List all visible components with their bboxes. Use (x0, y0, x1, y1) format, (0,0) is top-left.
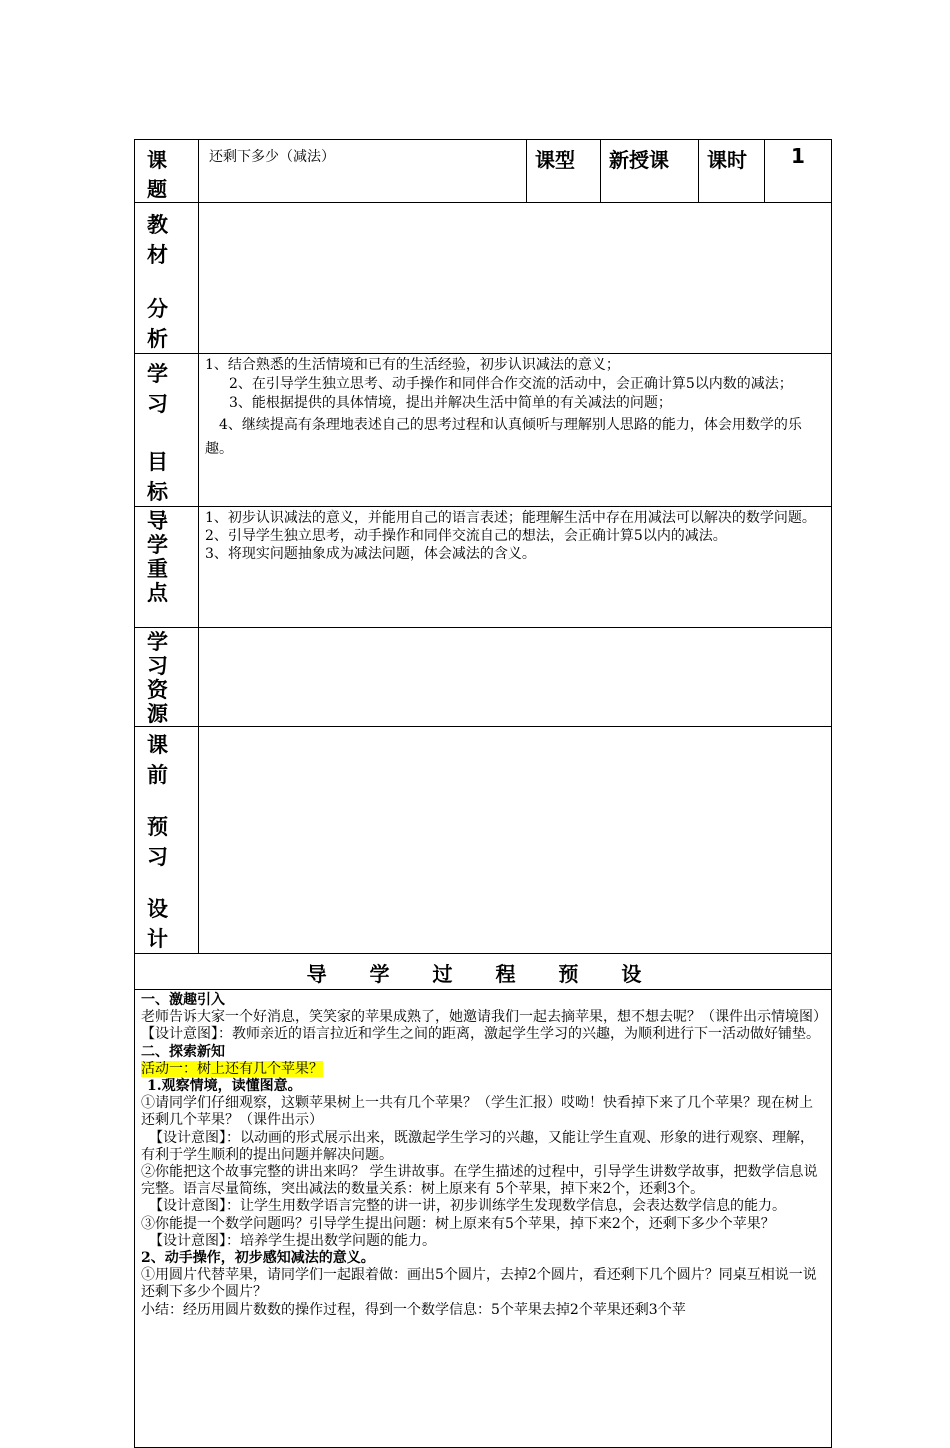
lesson-plan-table (134, 139, 832, 1448)
resource-label-cell (135, 628, 199, 727)
paragraph: ③你能提一个数学问题吗？引导学生提出问题：树上原来有5个苹果，掉下来2个，还剩下多少个苹果？ (141, 1215, 775, 1232)
period-value: 1 (765, 140, 832, 203)
process-row (135, 990, 832, 1448)
goals-label-2: 目 标 (147, 450, 176, 504)
prep-label-1: 课 前 (147, 733, 176, 787)
prep-label-cell (135, 727, 199, 954)
focus-row (135, 507, 832, 628)
design-intent: 【设计意图】：培养学生提出数学问题的能力。 (149, 1232, 436, 1249)
prep-label-3: 设 计 (147, 897, 176, 951)
lesson-type-label: 课型 (527, 140, 601, 203)
goals-label-1: 学 习 (147, 362, 176, 416)
focus-item: 3、将现实问题抽象成为减法问题，体会减法的含义。 (205, 546, 536, 562)
activity-1-title: 活动一：树上还有几个苹果？ (141, 1060, 323, 1077)
prep-content (199, 727, 832, 954)
material-row (135, 203, 832, 354)
focus-item: 2、引导学生独立思考，动手操作和同伴交流自己的想法，会正确计算5以内的减法。 (205, 528, 727, 544)
goal-item: 1、结合熟悉的生活情境和已有的生活经验，初步认识减法的意义； (205, 357, 620, 373)
topic-label: 课 题 (135, 140, 199, 203)
topic-value: 还剩下多少（减法） (199, 140, 527, 203)
design-intent: 【设计意图】：教师亲近的语言拉近和学生之间的距离，激起学生学习的兴趣，为顺利进行下一活动做好铺垫。 (141, 1026, 820, 1043)
focus-label-2: 重 点 (147, 557, 176, 605)
focus-label-1: 导 学 (147, 509, 176, 557)
paragraph: ①用圆片代替苹果，请同学们一起跟着做：画出5个圆片，去掉2个圆片，看还剩下几个圆片？同桌互相说一说还剩下多少个圆片？ (141, 1267, 817, 1301)
period-label: 课时 (699, 140, 765, 203)
prep-row (135, 727, 832, 954)
resource-row (135, 628, 832, 727)
material-label-cell (135, 203, 199, 354)
step-2-title: 2、动手操作，初步感知减法的意义。 (141, 1250, 375, 1267)
resource-label-1: 学 习 (147, 630, 176, 678)
resource-content (199, 628, 832, 727)
paragraph: ①请同学们仔细观察，这颗苹果树上一共有几个苹果？（学生汇报）哎呦！快看掉下来了几个苹果？现在树上还剩几个苹果？（课件出示） (141, 1095, 813, 1129)
material-label-1: 教 材 (147, 213, 176, 267)
goals-label-cell (135, 354, 199, 507)
paragraph: 老师告诉大家一个好消息，笑笑家的苹果成熟了，她邀请我们一起去摘苹果，想不想去呢？（课件出示情境图） (141, 1009, 827, 1026)
focus-label-cell (135, 507, 199, 628)
focus-item: 1、初步认识减法的意义，并能用自己的语言表述；能理解生活中存在用减法可以解决的数学问题。 (205, 510, 816, 526)
summary: 小结：经历用圆片数数的操作过程，得到一个数学信息：5个苹果去掉2个苹果还剩3个苹 (141, 1301, 686, 1318)
material-content (199, 203, 832, 354)
goals-content (199, 354, 832, 507)
goal-item: 4、继续提高有条理地表述自己的思考过程和认真倾听与理解别人思路的能力，体会用数学的乐趣。 (205, 417, 802, 457)
prep-label-2: 预 习 (147, 815, 176, 869)
lesson-plan-page (134, 139, 831, 1448)
process-content (135, 990, 832, 1448)
header-row (135, 140, 832, 203)
resource-label-2: 资 源 (147, 678, 176, 726)
lesson-type-value: 新授课 (601, 140, 699, 203)
step-1-title: 1.观察情境，读懂图意。 (147, 1078, 302, 1095)
design-intent: 【设计意图】：以动画的形式展示出来，既激起学生学习的兴趣，又能让学生直观、形象的进行观察、理解，有利于学生顺利的提出问题并解决问题。 (141, 1129, 814, 1163)
focus-content (199, 507, 832, 628)
paragraph: ②你能把这个故事完整的讲出来吗？ 学生讲故事。在学生描述的过程中，引导学生讲数学故事，把数学信息说完整。语言尽量简练，突出减法的数量关系：树上原来有 5个苹果，掉下来2个，还剩3个。 (141, 1164, 818, 1198)
section-2-title: 二、探索新知 (141, 1043, 225, 1060)
material-label-2: 分 析 (147, 297, 176, 351)
process-title: 导 学 过 程 预 设 (135, 954, 832, 990)
design-intent: 【设计意图】：让学生用数学语言完整的讲一讲，初步训练学生发现数学信息，会表达数学信息的能力。 (149, 1198, 786, 1215)
goal-item: 3、能根据提供的具体情境，提出并解决生活中简单的有关减法的问题； (229, 395, 672, 411)
section-1-title: 一、激趣引入 (141, 992, 225, 1008)
goals-row (135, 354, 832, 507)
process-title-row (135, 954, 832, 990)
goal-item: 2、在引导学生独立思考、动手操作和同伴合作交流的活动中，会正确计算5以内数的减法； (229, 376, 793, 392)
